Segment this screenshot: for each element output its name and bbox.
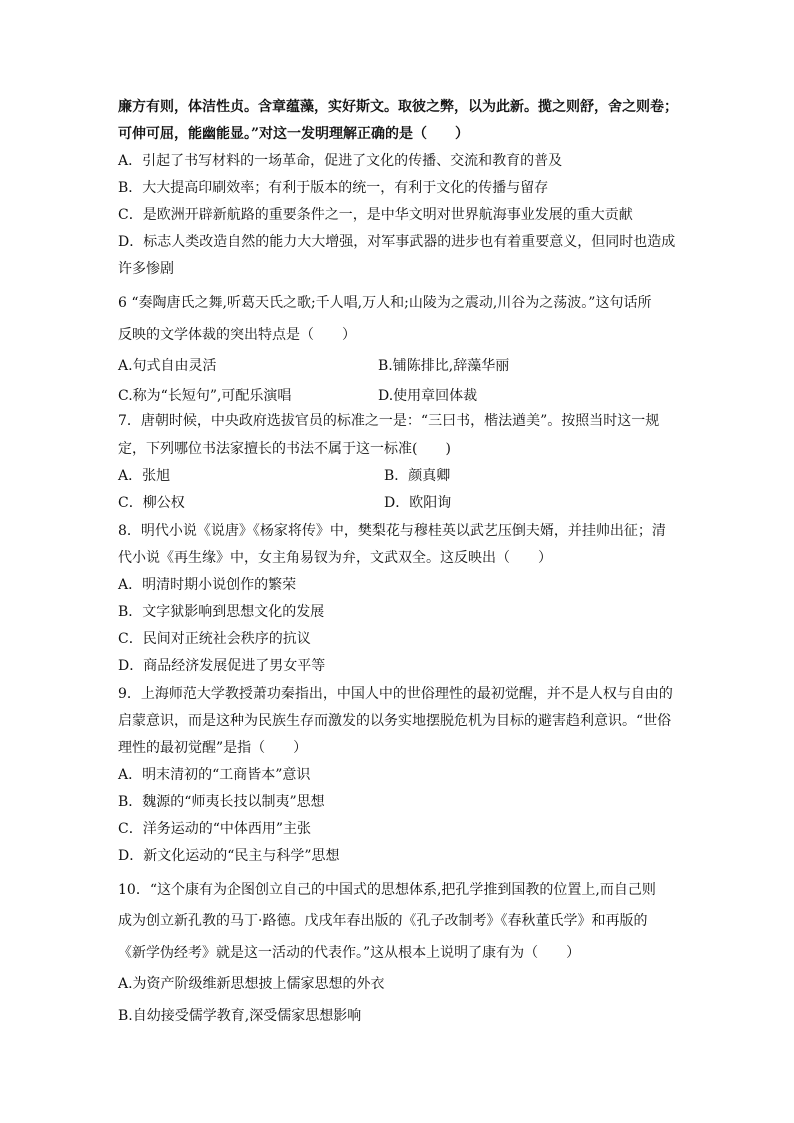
q10-option-b[interactable]: B.自幼接受儒学教育,深受儒家思想影响	[118, 1008, 362, 1024]
q7-option-a[interactable]: A．张旭	[118, 468, 171, 484]
q10-stem-line3: 《新学伪经考》就是这一活动的代表作。”这从根本上说明了康有为（ ）	[118, 945, 581, 961]
q7-option-b[interactable]: B．颜真卿	[384, 468, 451, 484]
q8-option-d[interactable]: D．商品经济发展促进了男女平等	[118, 658, 326, 674]
q6-option-c[interactable]: C.称为“长短句”,可配乐演唱	[118, 388, 292, 404]
q5-option-c[interactable]: C．是欧洲开辟新航路的重要条件之一，是中华文明对世界航海事业发展的重大贡献	[118, 207, 633, 223]
q6-stem-line1: 6 “奏陶唐氏之舞,听葛天氏之歌;千人唱,万人和;山陵为之震动,川谷为之荡波。”这句话所	[118, 295, 652, 311]
q6-option-a[interactable]: A.句式自由灵活	[118, 358, 217, 374]
q5-stem-line1: 廉方有则，体洁性贞。含章蕴藻，实好斯文。取彼之弊，以为此新。揽之则舒，舍之则卷；	[118, 99, 678, 115]
q8-option-b[interactable]: B．文字狱影响到思想文化的发展	[118, 604, 325, 620]
q9-option-b[interactable]: B．魏源的“师夷长技以制夷”思想	[118, 794, 325, 810]
q10-stem-line1: 10．“这个康有为企图创立自己的中国式的思想体系,把孔学推到国教的位置上,而自己则	[118, 882, 656, 898]
q9-option-d[interactable]: D．新文化运动的“民主与科学”思想	[118, 848, 340, 864]
q7-stem-line1: 7．唐朝时候，中央政府选拔官员的标准之一是：“三曰书，楷法遒美”。按照当时这一规	[118, 413, 660, 429]
q5-option-d-line2: 许多惨剧	[118, 261, 174, 277]
q10-option-a[interactable]: A.为资产阶级维新思想披上儒家思想的外衣	[118, 976, 385, 992]
q9-stem-line2: 启蒙意识，而是这种为民族生存而激发的以务实地摆脱危机为目标的避害趋利意识。“世俗	[118, 713, 672, 729]
q9-stem-line1: 9．上海师范大学教授萧功秦指出，中国人中的世俗理性的最初觉醒，并不是人权与自由的	[118, 686, 673, 702]
q8-stem-line2: 代小说《再生缘》中，女主角易钗为弁，文武双全。这反映出（ ）	[118, 550, 552, 566]
q7-stem-line2: 定，下列哪位书法家擅长的书法不属于这一标准( )	[118, 441, 451, 457]
q8-option-c[interactable]: C．民间对正统社会秩序的抗议	[118, 631, 311, 647]
q7-option-c[interactable]: C．柳公权	[118, 495, 185, 511]
q6-option-b[interactable]: B.铺陈排比,辞藻华丽	[378, 358, 510, 374]
q6-option-d[interactable]: D.使用章回体裁	[378, 388, 478, 404]
q10-stem-line2: 成为创立新孔教的马丁·路德。戊戌年春出版的《孔子改制考》《春秋董氏学》和再版的	[118, 913, 648, 929]
q9-option-c[interactable]: C．洋务运动的“中体西用”主张	[118, 821, 312, 837]
q5-option-a[interactable]: A．引起了书写材料的一场革命，促进了文化的传播、交流和教育的普及	[118, 153, 563, 169]
q6-stem-line2: 反映的文学体裁的突出特点是（ ）	[118, 327, 356, 343]
q5-option-d-line1[interactable]: D．标志人类改造自然的能力大大增强，对军事武器的进步也有着重要意义，但同时也造成	[118, 234, 676, 250]
q8-stem-line1: 8．明代小说《说唐》《杨家将传》中，樊梨花与穆桂英以武艺压倒夫婿，并挂帅出征；清	[118, 523, 666, 539]
q9-stem-line3: 理性的最初觉醒”是指（ ）	[118, 740, 308, 756]
q8-option-a[interactable]: A．明清时期小说创作的繁荣	[118, 577, 297, 593]
q5-stem-line2: 可伸可屈，能幽能显。”对这一发明理解正确的是（ ）	[118, 126, 470, 142]
q5-option-b[interactable]: B．大大提高印刷效率；有利于版本的统一，有利于文化的传播与留存	[118, 180, 549, 196]
q7-option-d[interactable]: D．欧阳询	[384, 495, 452, 511]
exam-page	[118, 0, 678, 1123]
q9-option-a[interactable]: A．明末清初的“工商皆本”意识	[118, 767, 311, 783]
